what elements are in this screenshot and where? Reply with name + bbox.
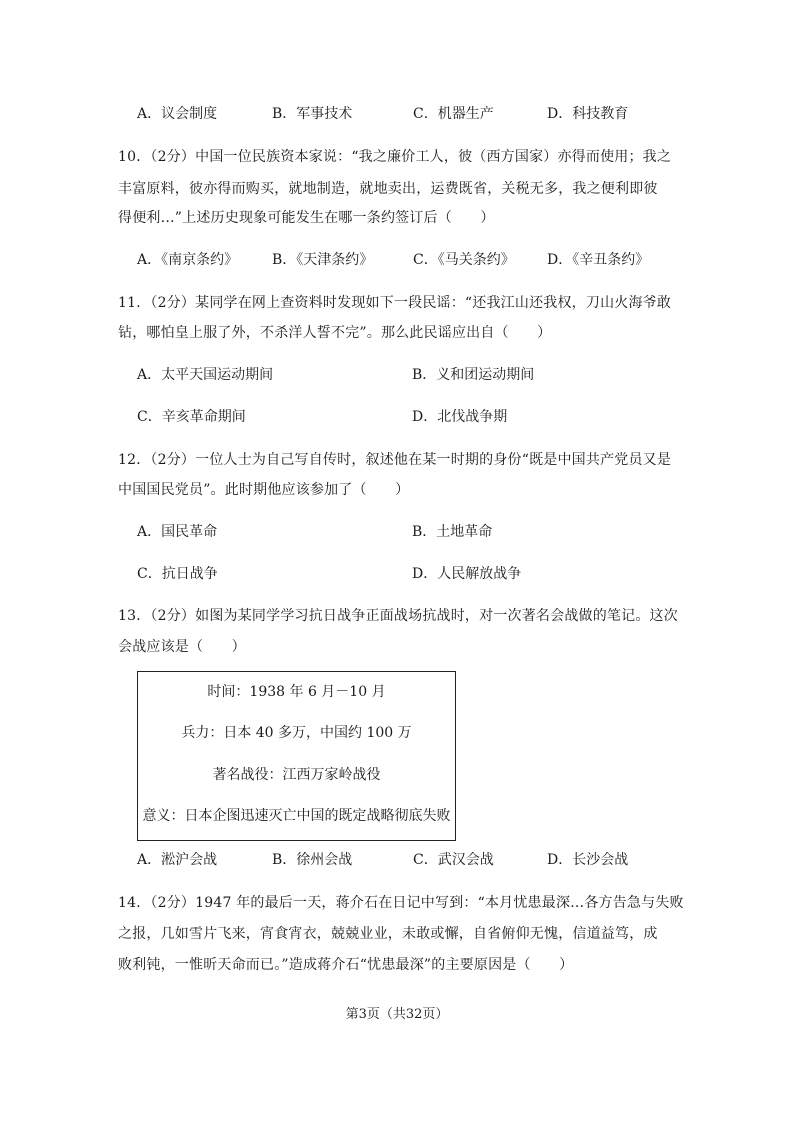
q10-stem-line-3: 得便利…”上述历史现象可能发生在哪一条约签订后（ ） — [118, 210, 495, 226]
q9-option-b: B．军事技术 — [272, 106, 353, 122]
q12-option-c: C．抗日战争 — [137, 566, 218, 582]
q12-stem-line-2: 中国国民党员”。此时期他应该参加了（ ） — [118, 482, 410, 498]
q12-option-a: A．国民革命 — [137, 524, 218, 540]
q13-option-b: B．徐州会战 — [272, 852, 353, 868]
q13-option-c: C．武汉会战 — [413, 852, 494, 868]
q12-option-d: D．人民解放战争 — [412, 566, 522, 582]
q13-option-a: A．淞沪会战 — [137, 852, 218, 868]
note-significance: 意义：日本企图迅速灭亡中国的既定战略彻底失败 — [142, 808, 451, 824]
q10-option-a: A．《南京条约》 — [137, 252, 239, 268]
q11-option-c: C．辛亥革命期间 — [137, 409, 246, 425]
q13-stem-line-2: 会战应该是（ ） — [118, 639, 246, 655]
q14-stem-line-2: 之报，几如雪片飞来，宵食宵衣，兢兢业业，未敢或懈，自省俯仰无愧，信道益笃，成 — [118, 926, 658, 942]
q10-stem-line-1: 10．（2分）中国一位民族资本家说：“我之廉价工人，彼（西方国家）亦得而使用；我之 — [118, 149, 672, 165]
q9-option-d: D．科技教育 — [547, 106, 629, 122]
q10-stem-line-2: 丰富原料，彼亦得而购买，就地制造，就地卖出，运费既省，关税无多，我之便利即彼 — [118, 181, 658, 197]
battle-note-box — [137, 671, 456, 841]
q11-option-d: D．北伐战争期 — [412, 409, 508, 425]
q10-option-c: C．《马关条约》 — [413, 252, 515, 268]
q11-stem-line-1: 11．（2分）某同学在网上查资料时发现如下一段民谣：“还我江山还我权，刀山火海爷敢 — [118, 295, 672, 311]
q14-stem-line-3: 败利钝，一惟昕天命而已。”造成蒋介石“忧患最深”的主要原因是（ ） — [118, 957, 574, 973]
q9-option-c: C．机器生产 — [413, 106, 494, 122]
q13-stem-line-1: 13．（2分）如图为某同学学习抗日战争正面战场抗战时，对一次著名会战做的笔记。这次 — [118, 608, 678, 624]
q10-option-d: D．《辛丑条约》 — [547, 252, 650, 268]
q14-stem-line-1: 14．（2分）1947 年的最后一天，蒋介石在日记中写到：“本月忧患最深…各方告急与失败 — [118, 895, 684, 911]
q11-option-b: B．义和团运动期间 — [412, 367, 535, 383]
q13-option-d: D．长沙会战 — [547, 852, 629, 868]
q9-option-a: A．议会制度 — [137, 106, 218, 122]
page-footer: 第3页（共32页） — [345, 1007, 449, 1022]
q11-option-a: A．太平天国运动期间 — [137, 367, 274, 383]
q10-option-b: B．《天津条约》 — [272, 252, 374, 268]
q12-stem-line-1: 12．（2分）一位人士为自己写自传时，叙述他在某一时期的身份“既是中国共产党员又是 — [118, 452, 672, 468]
note-famous-battle: 著名战役：江西万家岭战役 — [212, 767, 381, 783]
q11-stem-line-2: 钻，哪怕皇上服了外，不杀洋人誓不完”。那么此民谣应出自（ ） — [118, 325, 552, 341]
note-time: 时间：1938 年 6 月－10 月 — [207, 684, 386, 700]
note-forces: 兵力：日本 40 多万，中国约 100 万 — [181, 725, 412, 741]
q12-option-b: B．土地革命 — [412, 524, 493, 540]
